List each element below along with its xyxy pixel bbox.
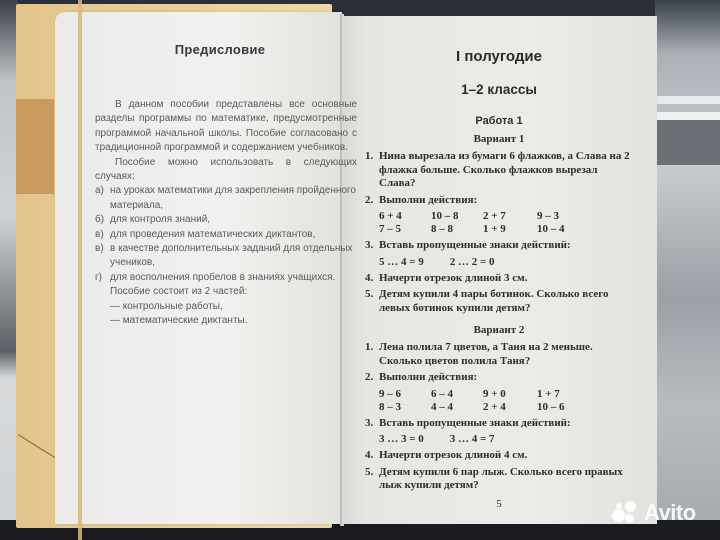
avito-watermark: [612, 500, 696, 526]
expression: 8 – 8: [431, 223, 453, 235]
task-text: Начерти отрезок длиной 3 см.: [379, 271, 528, 284]
expression: 9 – 3: [537, 210, 559, 222]
preface-body: [95, 98, 357, 329]
task-text: Вставь пропущенные знаки действий:: [379, 416, 571, 429]
task-text: Начерти отрезок длиной 4 см.: [379, 449, 528, 461]
item-text: на уроках математики для закрепления пройденного материала,: [110, 185, 356, 211]
task-text: Детям купили 4 пары ботинок. Сколько всего левых ботинок купили детям?: [379, 288, 609, 314]
task-text: Выполни действия:: [379, 193, 478, 206]
task: [365, 466, 633, 493]
background-window-shelf: [655, 0, 720, 540]
expression: 3 … 4 = 7: [449, 433, 495, 445]
expression: 7 – 5: [379, 223, 401, 235]
expression: 1 + 9: [483, 223, 506, 235]
expression: 2 + 4: [483, 400, 506, 413]
task: [365, 150, 633, 191]
task: [365, 194, 633, 208]
expression: 10 – 6: [537, 400, 565, 413]
shelf: [655, 96, 720, 104]
task-number: 1.: [365, 150, 374, 162]
variant-heading: Вариант 2: [473, 324, 525, 336]
preface-intro: В данном пособии представлены все основные разделы программы по математике, предусмотренные программой начальной школы. Пособие согласовано с традиционной программой и содержанием учебников.: [95, 99, 357, 154]
task: [365, 272, 633, 286]
task: [365, 371, 633, 385]
item-mark: в): [95, 243, 104, 255]
avito-logo-icon: [612, 501, 642, 525]
usage-item: [95, 242, 357, 271]
expression: 8 – 3: [379, 400, 401, 413]
task: [365, 239, 633, 253]
task-text: Нина вырезала из бумаги 6 флажков, а Слава на 2 флажка больше. Сколько флажков вырезал Слава?: [379, 150, 630, 189]
expression: 6 + 4: [379, 210, 402, 222]
expression-line: [365, 256, 633, 269]
usage-item: [95, 184, 357, 213]
item-text: для контроля знаний,: [110, 214, 211, 226]
expression: 1 + 7: [537, 387, 560, 400]
task: [365, 341, 633, 368]
right-page-content: [365, 48, 633, 510]
expression-grid: [365, 388, 633, 414]
task-text: Вставь пропущенные знаки действий:: [379, 239, 571, 251]
usage-item: [95, 228, 357, 242]
task: [365, 417, 633, 431]
part-item: — математические диктанты.: [110, 315, 248, 327]
usage-intro: Пособие можно использовать в следующих случаях:: [95, 156, 357, 183]
expression-grid: [365, 210, 633, 236]
task-number: 4.: [365, 271, 374, 284]
task-number: 3.: [365, 239, 374, 251]
task-text: Выполни действия:: [379, 371, 478, 383]
expression: 4 – 4: [431, 400, 453, 413]
usage-item: [95, 271, 357, 285]
expression-line: [365, 433, 633, 446]
item-text: для проведения математических диктантов,: [110, 228, 316, 240]
expression: 5 … 4 = 9: [379, 255, 424, 268]
expression: 2 + 7: [483, 210, 506, 222]
preface-title: Предисловие: [174, 42, 266, 57]
variant-heading: Вариант 1: [473, 133, 525, 145]
expression: 9 – 6: [379, 387, 401, 400]
grades-heading: 1–2 классы: [461, 82, 537, 97]
item-mark: б): [95, 214, 105, 226]
task-number: 1.: [365, 341, 374, 353]
work-heading: Работа 1: [475, 115, 523, 127]
avito-wordmark: Avito: [644, 500, 696, 525]
item-text: для восполнения пробелов в знаниях учащихся.: [110, 271, 336, 283]
page-number: 5: [496, 497, 502, 510]
folder-tab: [16, 99, 54, 194]
expression: 10 – 4: [537, 223, 565, 235]
item-mark: а): [95, 185, 104, 197]
item-mark: в): [95, 228, 104, 240]
task-text: Лена полила 7 цветов, а Таня на 2 меньше. Сколько цветов полила Таня?: [379, 341, 593, 367]
task-number: 4.: [365, 449, 374, 461]
task-number: 2.: [365, 193, 374, 206]
expression: 2 … 2 = 0: [449, 255, 495, 268]
expression: 10 – 8: [431, 210, 459, 222]
shelf: [655, 112, 720, 120]
task: [365, 288, 633, 315]
task-number: 5.: [365, 465, 374, 478]
task-text: Детям купили 6 пар лыж. Сколько всего правых лыж купили детям?: [379, 465, 623, 491]
task-number: 2.: [365, 371, 374, 383]
task: [365, 449, 633, 463]
usage-item: [95, 213, 357, 227]
rubber-band: [78, 0, 82, 540]
shadow: [655, 120, 720, 165]
task-number: 5.: [365, 288, 374, 300]
item-mark: г): [95, 271, 102, 283]
parts-intro: Пособие состоит из 2 частей:: [110, 286, 248, 298]
item-text: в качестве дополнительных заданий для отдельных учеников,: [110, 243, 353, 269]
expression: 3 … 3 = 0: [379, 433, 424, 445]
task-number: 3.: [365, 416, 374, 429]
expression: 9 + 0: [483, 387, 506, 400]
part-item: — контрольные работы,: [110, 300, 223, 312]
half-year-heading: I полугодие: [456, 48, 542, 65]
expression: 6 – 4: [431, 387, 453, 400]
